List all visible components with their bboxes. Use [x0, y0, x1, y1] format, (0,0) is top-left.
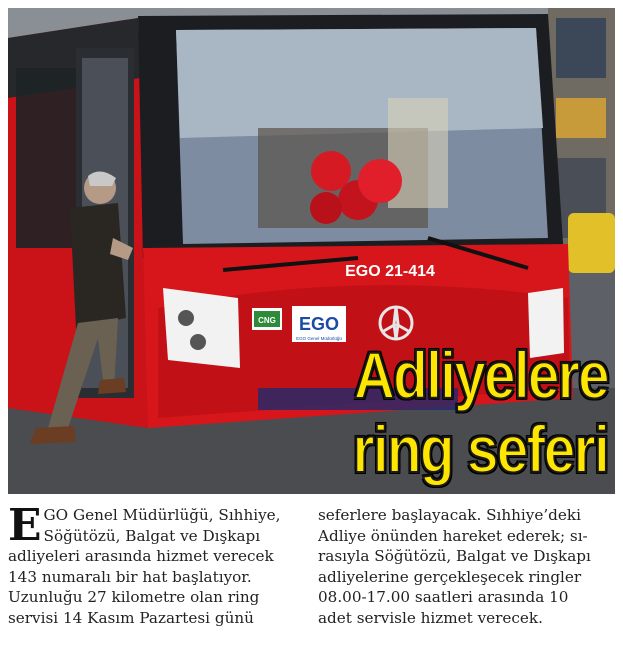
article-right-column — [318, 505, 606, 629]
article-line: adliyelerine gerçekleşecek ringler — [318, 567, 582, 586]
ego-logo-subtext: EGO Genel Müdürlüğü — [296, 336, 342, 341]
article-line: 143 numaralı bir hat başlatıyor. — [8, 567, 252, 586]
news-photo — [8, 8, 615, 494]
headline — [290, 338, 608, 486]
article-left-column — [8, 500, 296, 629]
article-line: rasıyla Söğütözü, Balgat ve Dışkapı — [318, 547, 591, 566]
article-line: Adliye önünden hareket ederek; sı- — [318, 526, 588, 545]
article-line: Söğütözü, Balgat ve Dışkapı — [43, 526, 261, 545]
article-line: adet servisle hizmet verecek. — [318, 608, 543, 627]
article-line: servisi 14 Kasım Pazartesi günü — [8, 608, 254, 627]
article-body — [8, 500, 615, 650]
headline-line-1: Adliyelere — [353, 338, 608, 412]
article-line: GO Genel Müdürlüğü, Sıhhiye, — [43, 506, 281, 524]
article-line: 08.00-17.00 saatleri arasında 10 — [318, 588, 569, 607]
bus-route-number: EGO 21-414 — [345, 263, 435, 280]
ego-logo-text: EGO — [298, 314, 340, 334]
headline-line-2: ring seferi — [352, 412, 608, 486]
cng-badge-text: CNG — [258, 316, 276, 325]
article-line: seferlere başlayacak. Sıhhiye’deki — [318, 506, 581, 524]
article-dropcap: E — [8, 500, 42, 551]
article-line: adliyeleri arasında hizmet verecek — [8, 547, 274, 566]
article-line: Uzunluğu 27 kilometre olan ring — [8, 588, 260, 607]
